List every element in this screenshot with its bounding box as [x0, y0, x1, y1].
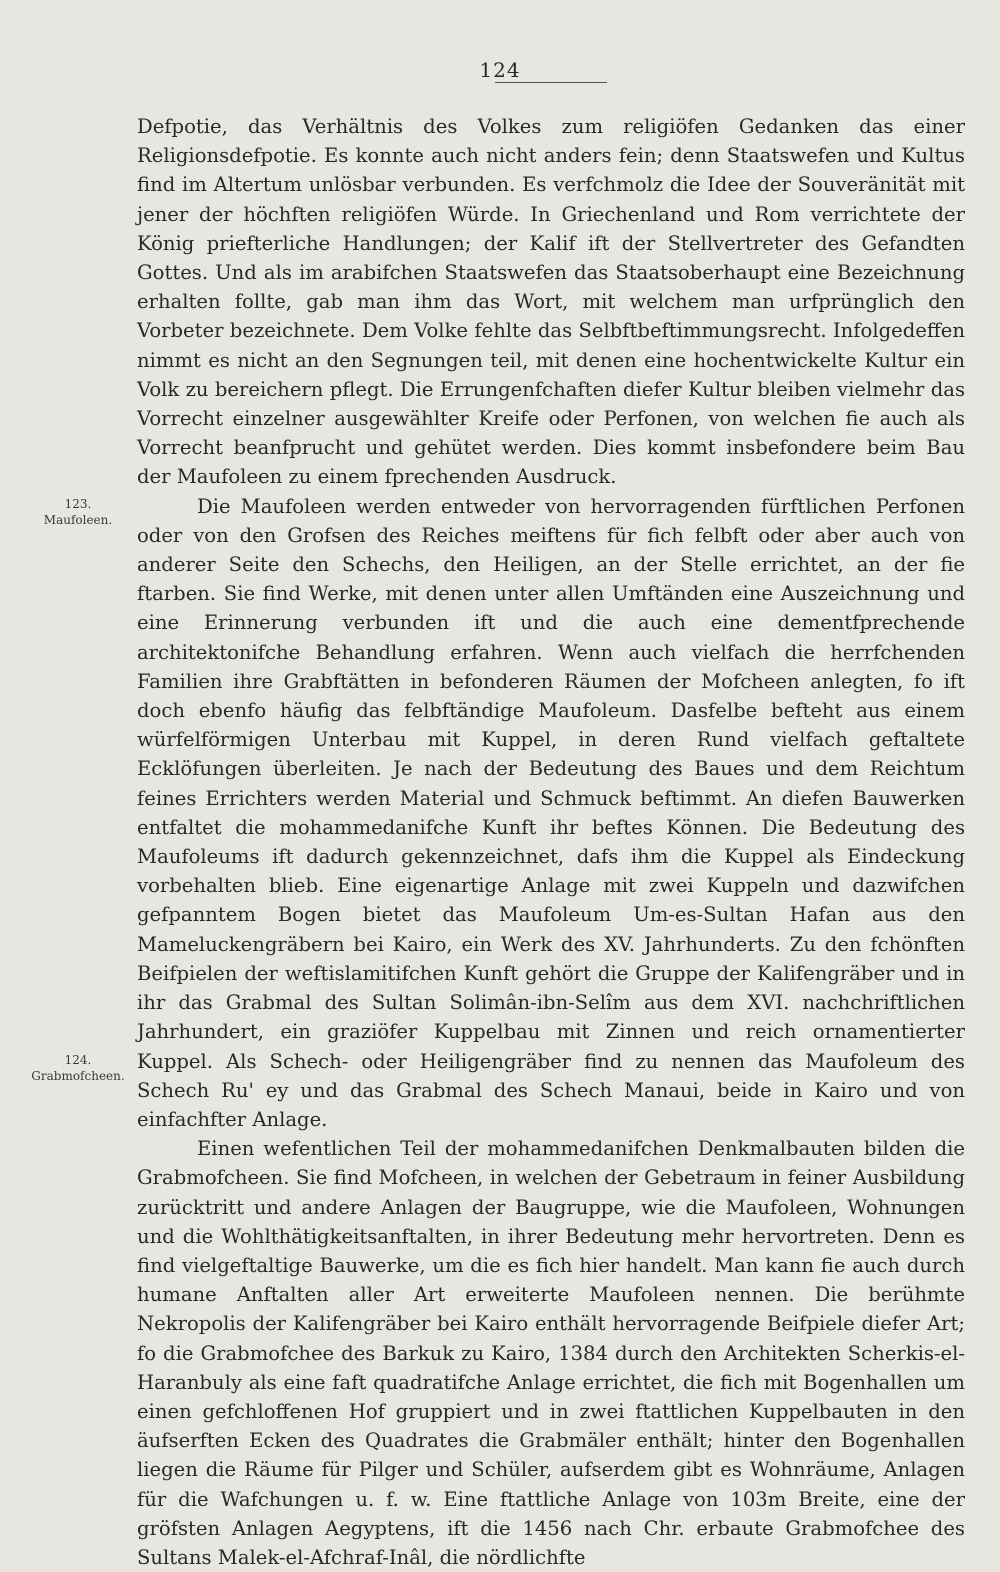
margin-note-number: 124. — [64, 1053, 92, 1067]
margin-note-label: Maufoleen. — [43, 513, 113, 527]
paragraph: Defpotie, das Verhältnis des Volkes zum religiöfen Gedanken das einer Religionsdefpotie. Es konnte auch nicht anders fein; denn Staatswefen und Kultus find im Altertum unlösbar verbunden. Es verfchmolz die Idee der Souveränität mit jener der höchften religiöfen Würde. In Griechenland und Rom verrichtete der König priefterliche Handlungen; der Kalif ift der Stellvertreter des Gefandten Gottes. Und als im arabifchen Staatswefen das Staatsoberhaupt eine Bezeichnung erhalten follte, gab man ihm das Wort, mit welchem man urfprünglich den Vorbeter bezeichnete. Dem Volke fehlte das Selbftbeftimmungsrecht. Infolgedeffen nimmt es nicht an den Segnungen teil, mit denen eine hochentwickelte Kultur ein Volk zu bereichern pflegt. Die Errungenfchaften diefer Kultur bleiben vielmehr das Vorrecht einzelner ausgewählter Kreife oder Perfonen, von welchen fie auch als Vorrecht beanfprucht und gehütet werden. Dies kommt insbefondere beim Bau der Maufoleen zu einem fprechenden Ausdruck. — [137, 115, 965, 489]
margin-note-grabmofcheen — [28, 1052, 128, 1084]
body-text — [137, 112, 965, 1572]
margin-note-number: 123. — [64, 497, 92, 511]
margin-note-maufoleen — [28, 496, 128, 528]
paragraph: Einen wefentlichen Teil der mohammedanifchen Denkmalbauten bilden die Grabmofcheen. Sie find Mofcheen, in welchen der Gebetraum in feiner Ausbildung zurücktritt und andere Anlagen der Baugruppe, wie die Maufoleen, Wohnungen und die Wohlthätigkeitsanftalten, in ihrer Bedeutung mehr hervortreten. Denn es find vielgeftaltige Bauwerke, um die es fich hier handelt. Man kann fie auch durch humane Anftalten aller Art erweiterte Maufoleen nennen. Die berühmte Nekropolis der Kalifengräber bei Kairo enthält hervorragende Beifpiele diefer Art; fo die Grabmofchee des Barkuk zu Kairo, 1384 durch den Architekten Scherkis-el-Haranbuly als eine faft quadratifche Anlage errichtet, die fich mit Bogenhallen um einen gefchloffenen Hof gruppiert und in zwei ftattlichen Kuppelbauten in den äufserften Ecken des Quadrates die Grabmäler enthält; hinter den Bogenhallen liegen die Räume für Pilger und Schüler, aufserdem gibt es Wohnräume, Anlagen für die Wafchungen u. f. w. Eine ftattliche Anlage von 103m Breite, eine der gröfsten Anlagen Aegyptens, ift die 1456 nach Chr. erbaute Grabmofchee des Sultans Malek-el-Afchraf-Inâl, die nördlichfte — [137, 1137, 965, 1569]
page-number-rule — [495, 82, 607, 83]
paragraph: Die Maufoleen werden entweder von hervorragenden fürftlichen Perfonen oder von den Grofsen des Reiches meiftens für fich felbft oder aber auch von anderer Seite den Schechs, den Heiligen, an der Stelle errichtet, an der fie ftarben. Sie find Werke, mit denen unter allen Umftänden eine Auszeichnung und eine Erinnerung verbunden ift und die auch eine dementfprechende architektonifche Behandlung erfahren. Wenn auch vielfach die herrfchenden Familien ihre Grabftätten in befonderen Räumen der Mofcheen anlegten, fo ift doch ebenfo häufig das felbftändige Maufoleum. Dasfelbe befteht aus einem würfelförmigen Unterbau mit Kuppel, in deren Rund vielfach geftaltete Ecklöfungen überleiten. Je nach der Bedeutung des Baues und dem Reichtum feines Errichters werden Material und Schmuck beftimmt. An diefen Bauwerken entfaltet die mohammedanifche Kunft ihr beftes Können. Die Bedeutung des Maufoleums ift dadurch gekennzeichnet, dafs ihm die Kuppel als Eindeckung vorbehalten blieb. Eine eigenartige Anlage mit zwei Kuppeln und dazwifchen gefpanntem Bogen bietet das Maufoleum Um-es-Sultan Hafan aus den Mameluckengräbern bei Kairo, ein Werk des XV. Jahrhunderts. Zu den fchönften Beifpielen der weftislamitifchen Kunft gehört die Gruppe der Kalifengräber und in ihr das Grabmal des Sultan Solimân-ibn-Selîm aus dem XVI. nachchriftlichen Jahrhundert, ein graziöfer Kuppelbau mit Zinnen und reich ornamentierter Kuppel. Als Schech- oder Heiligengräber find zu nennen das Maufoleum des Schech Ru' ey und das Grabmal des Schech Manaui, beide in Kairo und von einfachfter Anlage. — [137, 494, 965, 1131]
page-number: 124 — [479, 58, 521, 82]
margin-note-label: Grabmofcheen. — [31, 1069, 125, 1083]
